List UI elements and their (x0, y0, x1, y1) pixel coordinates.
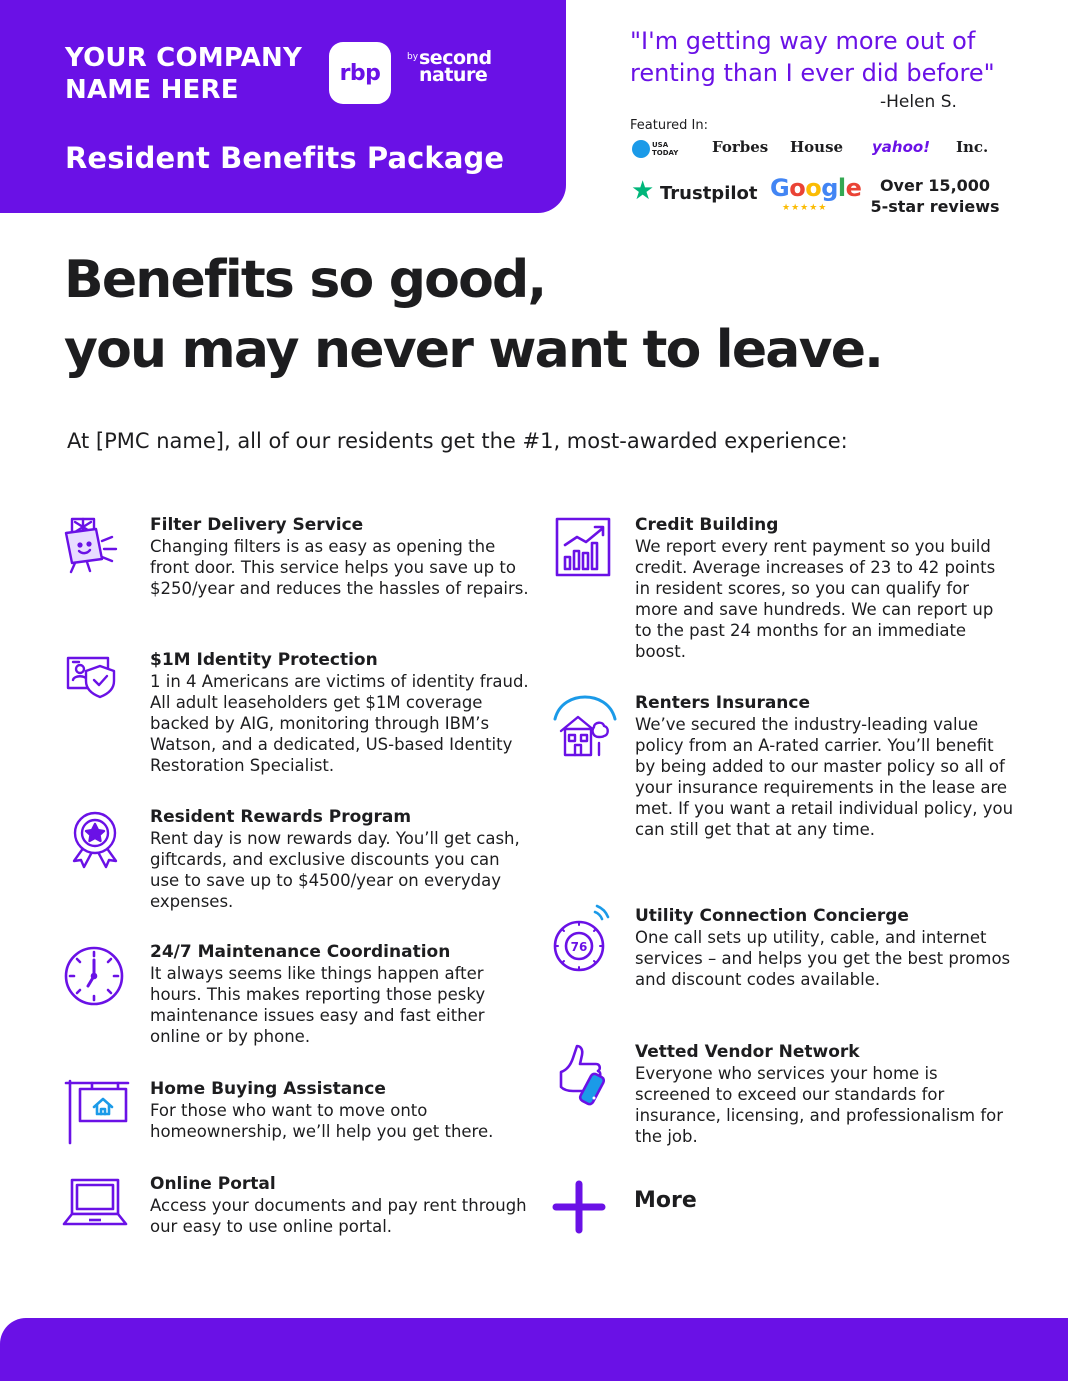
inc-logo: Inc. (956, 138, 989, 156)
thermostat-icon (553, 906, 619, 972)
laptop-icon (62, 1174, 128, 1240)
benefit-body: We report every rent payment so you build credit. Average increases of 23 to 42 points in resident scores, so you can qualify for more and save hundreds. We can report up to the past 24 months for an immediate boost. (635, 537, 996, 661)
benefit-title: 24/7 Maintenance Coordination (150, 942, 451, 962)
benefit-title: Home Buying Assistance (150, 1079, 386, 1099)
benefit-body: Everyone who services your home is screened to exceed our standards for insurance, licensing, and professionalism for the job. (635, 1064, 1004, 1146)
benefit-title: $1M Identity Protection (150, 650, 378, 670)
benefit-title: Utility Connection Concierge (635, 906, 909, 926)
benefit-title: Credit Building (635, 515, 779, 535)
package-title: Resident Benefits Package (65, 141, 505, 175)
footer-bar (0, 1318, 1068, 1381)
google-stars: ★★★★★ (782, 203, 828, 213)
rbp-logo: rbp by second nature (323, 38, 513, 108)
forbes-logo: Forbes (712, 138, 769, 156)
testimonial-quote: "I'm getting way more out of renting than I ever did before" (630, 27, 995, 87)
company-name: YOUR COMPANY NAME HERE (65, 43, 303, 105)
clock-icon (62, 942, 128, 1008)
intro-text: At [PMC name], all of our residents get the #1, most-awarded experience: (67, 429, 848, 453)
rbp-logo-badge: rbp (329, 42, 391, 104)
house-sign-icon (62, 1079, 128, 1145)
benefit-body: It always seems like things happen after hours. This makes reporting those pesky maintenance issues easy and fast either online or by phone. (150, 964, 486, 1046)
benefit-title: Filter Delivery Service (150, 515, 364, 535)
award-ribbon-icon (62, 807, 128, 873)
benefit-body: 1 in 4 Americans are victims of identity fraud. All adult leaseholders get $1M coverage backed by AIG, monitoring through IBM’s Watson, and a dedicated, US-based Identity Restoration Specialist. (150, 672, 529, 775)
plus-icon (552, 1180, 606, 1234)
umbrella-house-icon (553, 693, 619, 759)
benefit-body: We’ve secured the industry-leading value policy from an A-rated carrier. You’ll benefit by being added to our master policy so all of your insurance requirements in the lease are met. If you want a retail individual policy, you can still get that at any time. (635, 715, 1014, 839)
benefit-title: Vetted Vendor Network (635, 1042, 860, 1062)
testimonial-author: -Helen S. (880, 92, 957, 112)
filter-box-icon (62, 515, 128, 581)
benefit-body: For those who want to move onto homeownership, we’ll help you get there. (150, 1101, 494, 1141)
benefit-body: Changing filters is as easy as opening the front door. This service helps you save up to $250/year and reduces the hassles of repairs. (150, 537, 529, 598)
more-label: More (634, 1188, 697, 1213)
thermostat-value: 76 (570, 940, 588, 954)
header-banner (0, 0, 566, 213)
house-logo: House (790, 138, 844, 156)
trustpilot-logo: Trustpilot (660, 183, 758, 204)
thumbs-up-icon (553, 1042, 619, 1108)
featured-label: Featured In: (630, 118, 708, 133)
benefit-title: Resident Rewards Program (150, 807, 412, 827)
reviews-count: Over 15,000 5-star reviews (870, 176, 1000, 216)
benefit-title: Renters Insurance (635, 693, 811, 713)
benefit-body: Access your documents and pay rent through our easy to use online portal. (150, 1196, 527, 1236)
chart-up-icon (553, 515, 619, 581)
trustpilot-star-icon: ★ (631, 176, 655, 206)
yahoo-logo: yahoo! (872, 138, 931, 156)
headline: Benefits so good, you may never want to leave. (64, 250, 883, 380)
usa-today-logo-icon (632, 140, 650, 158)
benefit-body: Rent day is now rewards day. You’ll get cash, giftcards, and exclusive discounts you can use to save up to $4500/year on everyday expenses. (150, 829, 520, 911)
google-logo: Google (770, 174, 862, 202)
usa-today-logo-text: USA TODAY (652, 141, 679, 157)
second-nature-wordmark: second nature (419, 47, 492, 86)
id-shield-icon (62, 650, 128, 716)
benefit-body: One call sets up utility, cable, and internet services – and helps you get the best promos and discount codes available. (635, 928, 1011, 989)
benefit-title: Online Portal (150, 1174, 276, 1194)
